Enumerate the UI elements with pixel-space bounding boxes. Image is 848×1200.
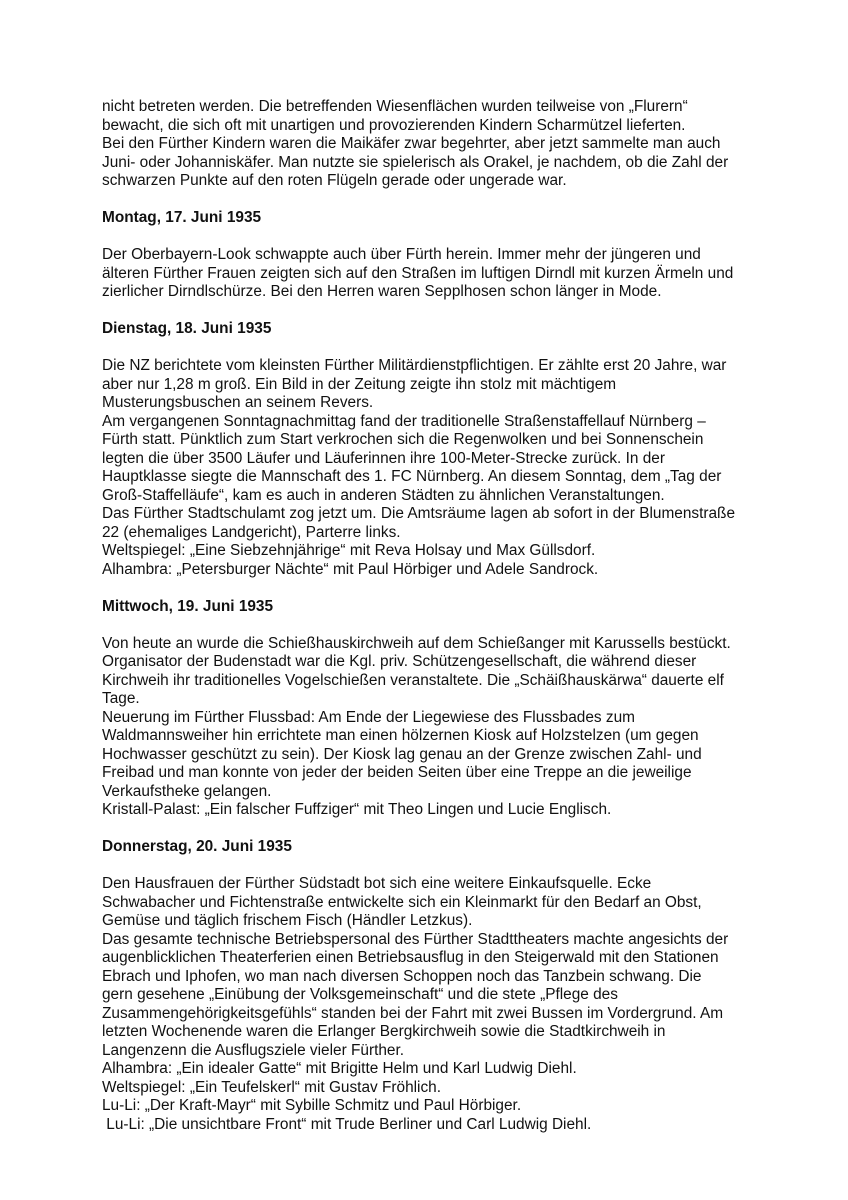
text-line: Verkaufstheke gelangen. [102,782,272,800]
entry-wednesday-19-june [102,598,782,820]
text-line: Alhambra: „Petersburger Nächte“ mit Paul Hörbiger und Adele Sandrock. [102,560,599,578]
text-line: Fürth statt. Pünktlich zum Start verkrochen sich die Regenwolken und bei Sonnenschein [102,431,704,448]
text-line: Weltspiegel: „Eine Siebzehnjährige“ mit Reva Holsay und Max Güllsdorf. [102,542,596,559]
text-line: Das Fürther Stadtschulamt zog jetzt um. Die Amtsräume lagen ab sofort in der Blumenstraße [102,505,735,522]
text-line: Lu-Li: „Die unsichtbare Front“ mit Trude Berliner und Carl Ludwig Diehl. [102,1115,592,1133]
entry-monday-17-june [102,209,782,302]
intro-paragraph [102,98,782,191]
text-line: Alhambra: „Ein idealer Gatte“ mit Brigitte Helm und Karl Ludwig Diehl. [102,1060,577,1077]
text-line: Kristall-Palast: „Ein falscher Fuffziger“ mit Theo Lingen und Lucie Englisch. [102,801,612,818]
text-line: Kirchweih ihr traditionelles Vogelschießen veranstaltete. Die „Schäißhauskärwa“ dauerte elf [102,671,724,689]
text-line: Waldmannsweiher hin errichtete man einen hölzernen Kiosk auf Holzstelzen (um gegen [102,727,699,744]
text-line: Hauptklasse siegte die Mannschaft des 1. FC Nürnberg. An diesem Sonntag, dem „Tag der [102,468,722,485]
text-line: Gemüse und täglich frischem Fisch (Händler Letzkus). [102,912,473,929]
text-line: augenblicklichen Theaterferien einen Betriebsausflug in den Steigerwald mit den Stationen [102,949,719,966]
text-line: Von heute an wurde die Schießhauskirchweih auf dem Schießanger mit Karussells bestückt. [102,634,731,652]
text-line: legten die über 3500 Läufer und Läuferinnen ihre 100-Meter-Strecke zurück. In der [102,449,665,467]
text-line: Freibad und man konnte von jeder der beiden Seiten über eine Treppe an die jeweilige [102,764,692,781]
text-line: aber nur 1,28 m groß. Ein Bild in der Zeitung zeigte ihn stolz mit mächtigem [102,375,617,393]
text-line: älteren Fürther Frauen zeigten sich auf den Straßen im luftigen Dirndl mit kurzen Ärmeln und [102,264,734,282]
date-heading: Mittwoch, 19. Juni 1935 [102,597,274,615]
text-line: Weltspiegel: „Ein Teufelskerl“ mit Gustav Fröhlich. [102,1078,441,1096]
text-line: schwarzen Punkte auf den roten Flügeln gerade oder ungerade war. [102,172,567,189]
text-line: Juni- oder Johanniskäfer. Man nutzte sie spielerisch als Orakel, je nachdem, ob die Zahl der [102,153,729,171]
text-line: 22 (ehemaliges Landgericht), Parterre links. [102,523,401,541]
text-line: Groß-Staffelläufe“, kam es auch in anderen Städten zu ähnlichen Veranstaltungen. [102,486,665,504]
text-line: Die NZ berichtete vom kleinsten Fürther Militärdienstpflichtigen. Er zählte erst 20 Jahre, war [102,357,727,374]
date-heading: Montag, 17. Juni 1935 [102,209,262,226]
text-line: Neuerung im Fürther Flussbad: Am Ende der Liegewiese des Flussbades zum [102,708,635,726]
entry-thursday-20-june [102,838,782,1134]
text-line: Den Hausfrauen der Fürther Südstadt bot sich eine weitere Einkaufsquelle. Ecke [102,875,652,892]
text-line: nicht betreten werden. Die betreffenden Wiesenflächen wurden teilweise von „Flurern“ [102,98,688,115]
entry-tuesday-18-june [102,320,782,579]
text-line: Am vergangenen Sonntagnachmittag fand der traditionelle Straßenstaffellauf Nürnberg – [102,412,706,430]
text-line: Musterungsbuschen an seinem Revers. [102,394,374,411]
text-line: Zusammengehörigkeitsgefühls“ standen bei der Fahrt mit zwei Bussen im Vordergrund. Am [102,1004,724,1022]
text-line: letzten Wochenende waren die Erlanger Bergkirchweih sowie die Stadtkirchweih in [102,1023,666,1040]
text-line: bewacht, die sich oft mit unartigen und provozierenden Kindern Scharmützel lieferten. [102,116,686,134]
text-line: Das gesamte technische Betriebspersonal des Fürther Stadttheaters machte angesichts der [102,930,729,948]
date-heading: Donnerstag, 20. Juni 1935 [102,838,292,855]
text-line: Schwabacher und Fichtenstraße entwickelte sich ein Kleinmarkt für den Bedarf an Obst, [102,893,702,911]
text-line: Der Oberbayern-Look schwappte auch über Fürth herein. Immer mehr der jüngeren und [102,246,701,263]
date-heading: Dienstag, 18. Juni 1935 [102,320,272,337]
text-line: Organisator der Budenstadt war die Kgl. priv. Schützengesellschaft, die während dieser [102,653,697,670]
text-line: Ebrach und Iphofen, wo man nach diversen Schoppen noch das Tanzbein schwang. Die [102,967,702,985]
text-line: Bei den Fürther Kindern waren die Maikäfer zwar begehrter, aber jetzt sammelte man auch [102,135,721,152]
text-line: Tage. [102,690,140,707]
text-line: Hochwasser geschützt zu sein). Der Kiosk lag genau an der Grenze zwischen Zahl- und [102,745,702,763]
text-line: zierlicher Dirndlschürze. Bei den Herren waren Sepplhosen schon länger in Mode. [102,283,662,300]
document-page [102,98,782,1134]
text-line: Lu-Li: „Der Kraft-Mayr“ mit Sybille Schmitz und Paul Hörbiger. [102,1097,522,1114]
text-line: gern gesehene „Einübung der Volksgemeinschaft“ und die stete „Pflege des [102,986,618,1003]
text-line: Langenzenn die Ausflugsziele vieler Fürther. [102,1041,405,1059]
